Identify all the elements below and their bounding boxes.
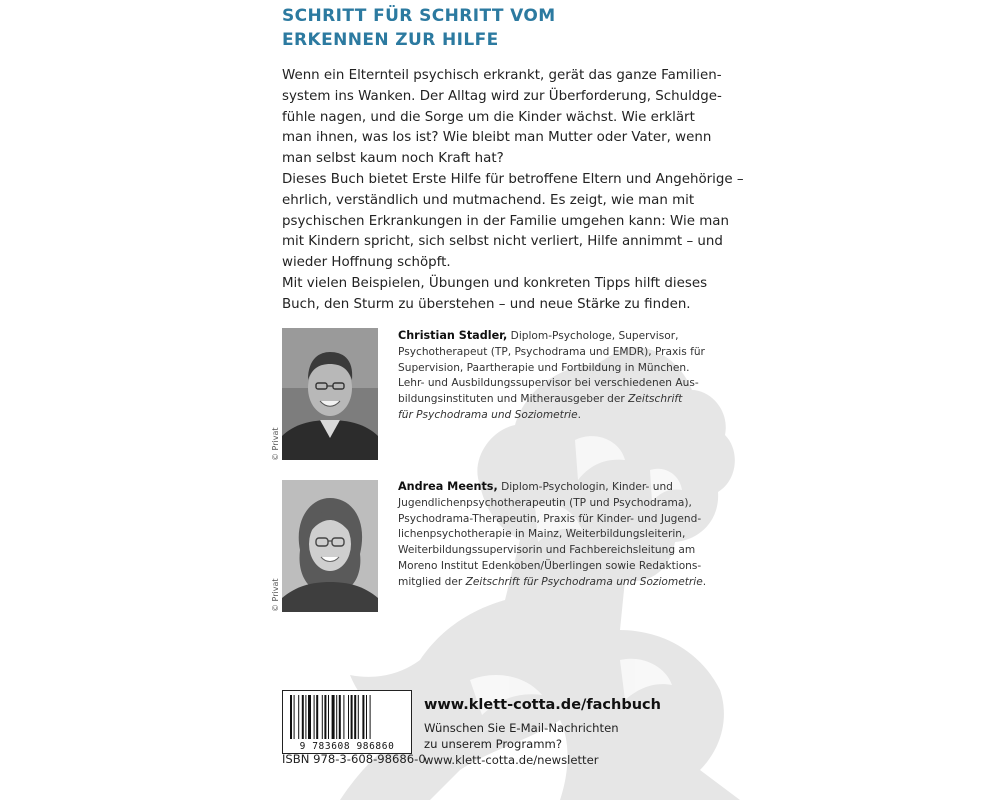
author-bio-stadler [398,328,708,424]
bio-line: lichenpsychotherapie in Mainz, Weiterbildungsleiterin, [398,528,686,541]
newsletter-info [424,720,619,768]
photo-credit: © Privat [271,578,280,612]
newsletter-link[interactable]: www.klett-cotta.de/newsletter [424,753,599,767]
barcode-bars-icon [289,695,405,739]
isbn-barcode [282,690,412,754]
bio-line: Jugendlichenpsychotherapeutin (TP und Psychodrama), [398,496,692,509]
bio-line: mitglied der [398,575,466,588]
blurb-line: man selbst kaum noch Kraft hat? [282,151,504,167]
bio-line: Psychotherapeut (TP, Psychodrama und EMDR), Praxis für [398,345,705,358]
publisher-website-link[interactable]: www.klett-cotta.de/fachbuch [424,697,661,713]
blurb-line: mit Kindern spricht, sich selbst nicht verliert, Hilfe annimmt – und [282,234,723,250]
blurb-line: system ins Wanken. Der Alltag wird zur Überforderung, Schuldge- [282,88,722,104]
blurb-line: ehrlich, verständlich und mutmachend. Es zeigt, wie man mit [282,192,695,208]
blurb-line: Dieses Buch bietet Erste Hilfe für betroffene Eltern und Angehörige – [282,171,744,187]
blurb-line: man ihnen, was los ist? Wie bleibt man Mutter oder Vater, wenn [282,130,712,146]
heading-line-2: ERKENNEN ZUR HILFE [282,30,499,50]
author-portrait-woman [282,480,378,612]
bio-line: Diplom-Psychologe, Supervisor, [507,330,679,342]
newsletter-line: Wünschen Sie E-Mail-Nachrichten [424,721,619,735]
author-name: Christian Stadler, [398,329,508,342]
author-bio-meents [398,479,708,591]
bio-line: Supervision, Paartherapie und Fortbildung in München. [398,361,690,374]
bio-end: . [577,408,582,421]
newsletter-line: zu unserem Programm? [424,737,562,751]
blurb-line: Buch, den Sturm zu überstehen – und neue Stärke zu finden. [282,296,691,312]
photo-credit: © Privat [271,427,280,461]
bio-line: Lehr- und Ausbildungssupervisor bei verschiedenen Aus- [398,377,699,390]
bio-line: Moreno Institut Edenkoben/Überlingen sowie Redaktions- [398,559,702,572]
blurb-line: Mit vielen Beispielen, Übungen und konkreten Tipps hilft dieses [282,275,708,291]
blurb-line: fühle nagen, und die Sorge um die Kinder wächst. Wie erklärt [282,109,695,125]
bio-line: Weiterbildungssupervisorin und Fachbereichsleitung am [398,544,696,557]
bio-end: . [702,575,707,588]
bio-line: Psychodrama-Therapeutin, Praxis für Kinder- und Jugend- [398,512,702,525]
author-portrait-man [282,328,378,460]
back-cover-heading [282,4,556,52]
blurb-line: psychischen Erkrankungen in der Familie umgehen kann: Wie man [282,213,729,229]
journal-title: Zeitschrift für Psychodrama und Soziometrie [465,575,703,588]
blurb-line: wieder Hoffnung schöpft. [282,255,451,271]
journal-title: Zeitschrift [628,393,683,406]
barcode-digits: 9 783608 986860 [299,741,395,752]
bio-line: bildungsinstituten und Mitherausgeber der [398,393,629,406]
journal-title: für Psychodrama und Soziometrie [398,408,578,421]
book-blurb [282,66,744,316]
heading-line-1: SCHRITT FÜR SCHRITT VOM [282,6,556,26]
blurb-line: Wenn ein Elternteil psychisch erkrankt, gerät das ganze Familien- [282,68,722,83]
isbn-number: ISBN 978-3-608-98686-0 [282,752,426,766]
author-name: Andrea Meents, [398,480,498,493]
bio-line: Diplom-Psychologin, Kinder- und [497,481,673,493]
